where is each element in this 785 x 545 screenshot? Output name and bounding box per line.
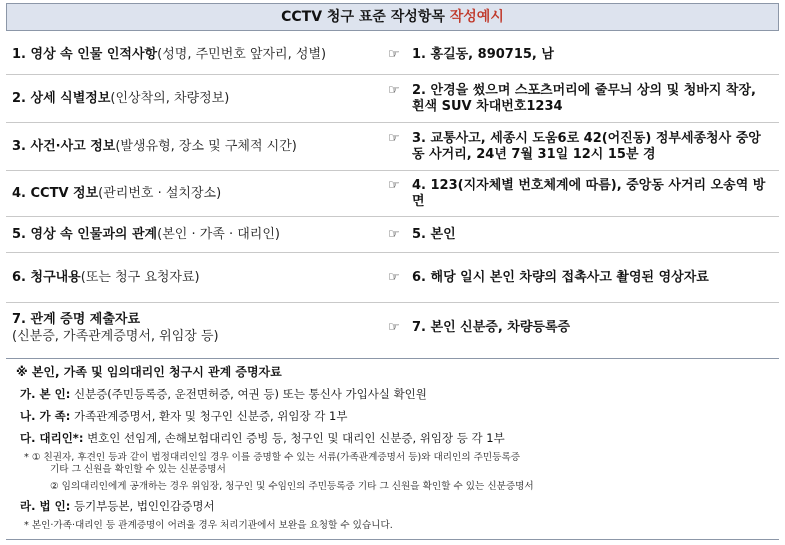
item-label-sub: (또는 청구 요청자료) xyxy=(80,270,200,285)
note-label: 라. 법 인: xyxy=(20,499,71,513)
item-label-sub: (본인 · 가족 · 대리인) xyxy=(157,227,280,242)
form-row-3 xyxy=(6,123,779,171)
note-label: 가. 본 인: xyxy=(20,387,71,401)
item-label-bold: 5. 영상 속 인물과의 관계 xyxy=(12,227,158,242)
note-text: 가족관계증명서, 환자 및 청구인 신분증, 위임장 각 1부 xyxy=(70,409,348,423)
item-answer xyxy=(388,320,773,336)
pointing-hand-icon: ☞ xyxy=(388,269,400,285)
footnote-1-line-2: 기타 그 신원을 확인할 수 있는 신분증명서 xyxy=(50,464,226,475)
item-label-sub: (관리번호 · 설치장소) xyxy=(98,186,222,201)
form-row-6 xyxy=(6,253,779,303)
note-text: 등기부등본, 법인인감증명서 xyxy=(70,499,215,513)
item-label-sub: (발생유형, 장소 및 구체적 시간) xyxy=(115,139,297,154)
note-label: 나. 가 족: xyxy=(20,409,71,423)
answer-text: 2. 안경을 썼으며 스포츠머리에 줄무늬 상의 및 청바지 착장, 흰색 SUV 차대번호1234 xyxy=(412,82,756,114)
note-label: 다. 대리인*: xyxy=(20,431,84,445)
notes-heading: ※ 본인, 가족 및 임의대리인 청구시 관계 증명자료 xyxy=(16,365,282,379)
item-label-sub: (성명, 주민번호 앞자리, 성별) xyxy=(157,47,327,62)
note-item-corporation xyxy=(20,498,769,514)
item-label xyxy=(12,226,388,243)
item-label xyxy=(12,311,388,345)
note-text: 신분증(주민등록증, 운전면허증, 여권 등) 또는 통신사 가입사실 확인원 xyxy=(70,387,427,401)
answer-text: 3. 교통사고, 세종시 도움6로 42(어진동) 정부세종청사 중앙동 사거리, 24년 7월 31일 12시 15분 경 xyxy=(412,130,761,162)
item-label-bold: 6. 청구내용 xyxy=(12,270,81,285)
form-row-2 xyxy=(6,75,779,123)
note-text: 변호인 선임계, 손해보험대리인 증빙 등, 청구인 및 대리인 신분증, 위임장 등 각 1부 xyxy=(83,431,505,445)
item-label xyxy=(12,185,388,202)
item-label-bold: 1. 영상 속 인물 인적사항 xyxy=(12,47,158,62)
proof-documents-notes xyxy=(6,358,779,540)
note-item-family xyxy=(20,408,769,424)
form-row-1 xyxy=(6,35,779,75)
answer-text: 5. 본인 xyxy=(412,226,456,242)
form-items xyxy=(6,35,779,353)
item-label-bold: 3. 사건·사고 정보 xyxy=(12,139,116,154)
item-label-sub: (신분증, 가족관계증명서, 위임장 등) xyxy=(12,329,219,344)
item-label xyxy=(12,46,388,63)
footnote-2: ② 임의대리인에게 공개하는 경우 위임장, 청구인 및 수임인의 주민등록증 기타 그 신원을 확인할 수 있는 신분증명서 xyxy=(50,481,534,492)
title-highlight: 작성예시 xyxy=(449,9,504,25)
item-answer xyxy=(388,178,773,210)
form-row-5 xyxy=(6,217,779,253)
final-note: * 본인·가족·대리인 등 관계증명이 어려울 경우 처리기관에서 보완을 요청할 수 있습니다. xyxy=(24,520,393,531)
answer-text: 4. 123(지자체별 번호체계에 따름), 중앙동 사거리 오송역 방면 xyxy=(412,177,766,209)
pointing-hand-icon: ☞ xyxy=(388,226,400,242)
pointing-hand-icon: ☞ xyxy=(388,82,400,98)
item-label-bold: 2. 상세 식별정보 xyxy=(12,91,111,106)
item-answer xyxy=(388,47,773,63)
item-answer xyxy=(388,270,773,286)
footnote-1 xyxy=(24,452,769,476)
item-label xyxy=(12,90,388,107)
item-label-bold: 7. 관계 증명 제출자료 xyxy=(12,312,141,327)
note-item-self xyxy=(20,386,769,402)
pointing-hand-icon: ☞ xyxy=(388,46,400,62)
item-label xyxy=(12,138,388,155)
pointing-hand-icon: ☞ xyxy=(388,320,400,335)
note-item-agent xyxy=(20,430,769,446)
form-row-7 xyxy=(6,303,779,353)
item-label-sub: (인상착의, 차량정보) xyxy=(110,91,230,106)
item-answer xyxy=(388,227,773,243)
page-title xyxy=(6,3,779,31)
item-answer xyxy=(388,131,773,163)
answer-text: 7. 본인 신분증, 차량등록증 xyxy=(412,320,571,335)
pointing-hand-icon: ☞ xyxy=(388,130,400,146)
answer-text: 6. 해당 일시 본인 차량의 접촉사고 촬영된 영상자료 xyxy=(412,269,709,285)
answer-text: 1. 홍길동, 890715, 남 xyxy=(412,46,554,62)
title-main: CCTV 청구 표준 작성항목 xyxy=(281,9,450,25)
form-row-4 xyxy=(6,171,779,217)
item-label-bold: 4. CCTV 정보 xyxy=(12,186,99,201)
pointing-hand-icon: ☞ xyxy=(388,177,400,193)
item-answer xyxy=(388,83,773,115)
item-label xyxy=(12,269,388,286)
footnote-1-line-1: * ① 친권자, 후견인 등과 같이 법정대리인일 경우 이를 증명할 수 있는 서류(가족관계증명서 등)와 대리인의 주민등록증 xyxy=(24,452,520,463)
cctv-request-example-page xyxy=(6,3,779,541)
